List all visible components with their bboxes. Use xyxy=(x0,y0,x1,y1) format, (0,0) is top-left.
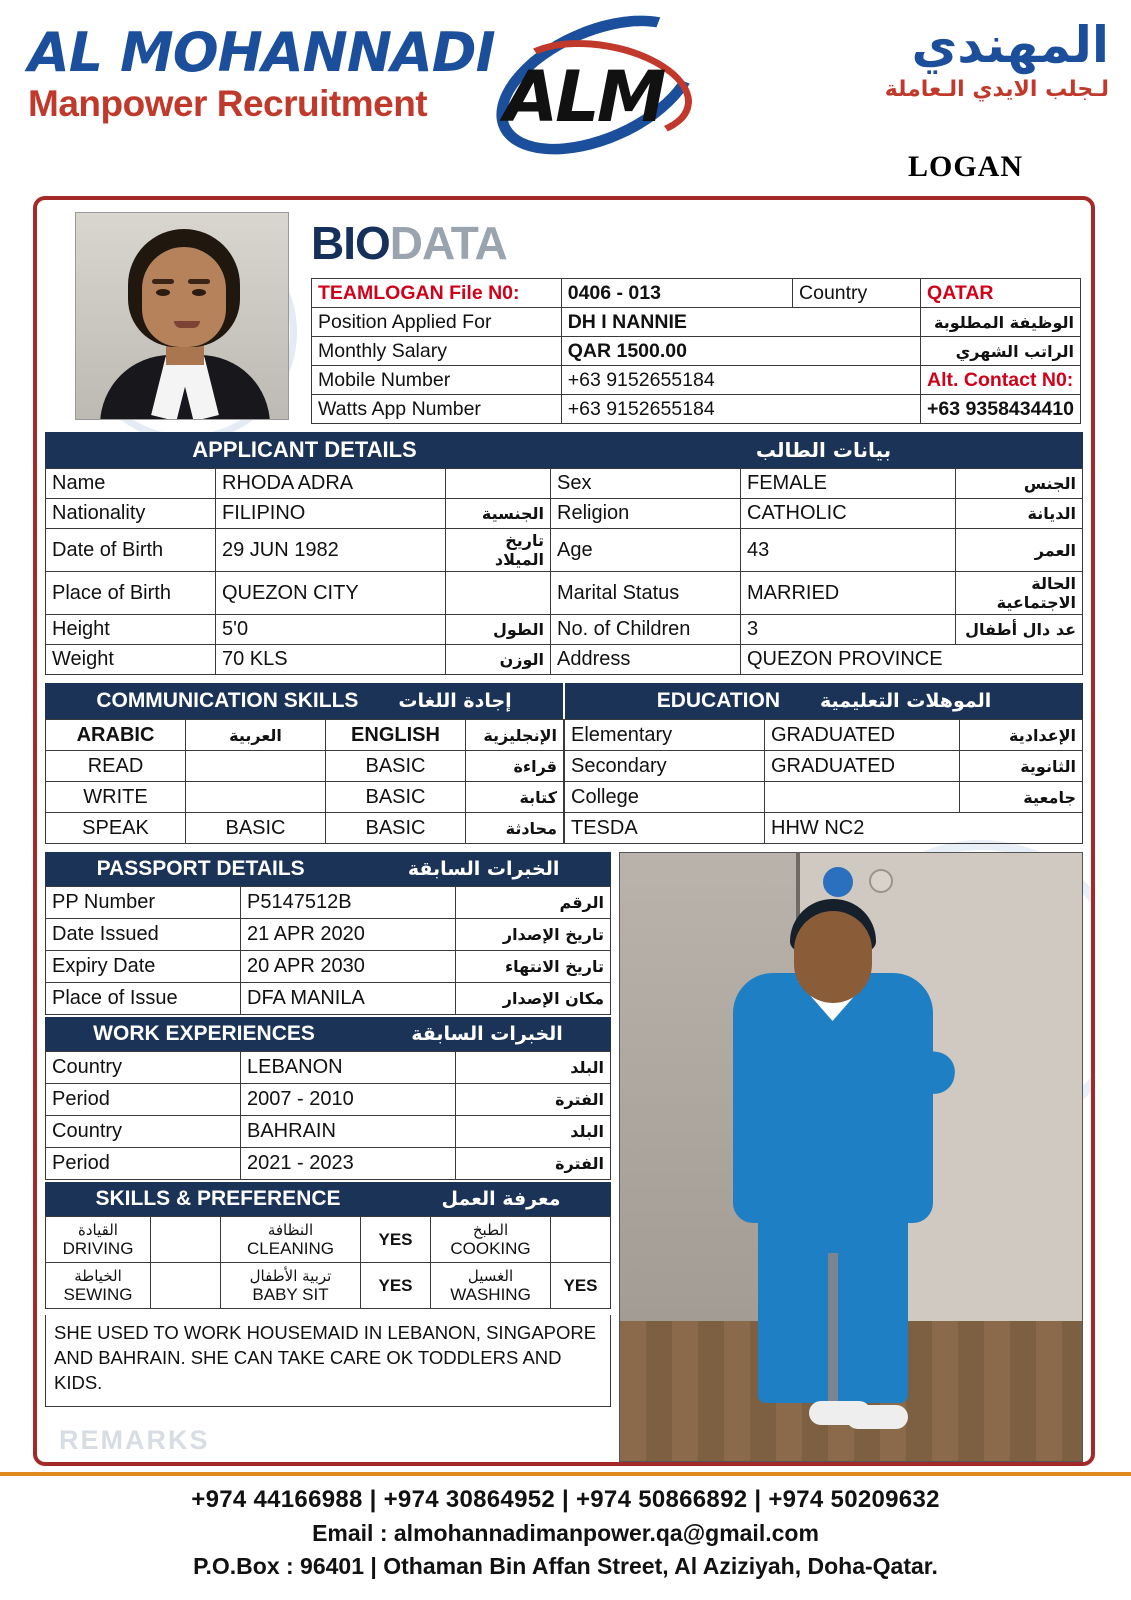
pp-number-label-ar: الرقم xyxy=(456,887,611,919)
arabic-brand-name: المهندي xyxy=(911,16,1109,74)
skill-babysit-label: BABY SIT xyxy=(252,1284,329,1304)
applicant-full-body-photo xyxy=(619,852,1083,1462)
file-number-label: TEAMLOGAN File N0: xyxy=(312,279,562,308)
table-row xyxy=(46,615,1083,645)
skill-cooking-label: COOKING xyxy=(450,1238,531,1258)
skill-driving-value xyxy=(151,1217,221,1263)
age-label: Age xyxy=(551,529,741,572)
marital-value: MARRIED xyxy=(741,572,956,615)
name-label: Name xyxy=(46,469,216,499)
skill-washing-label-ar: الغسيل xyxy=(467,1266,514,1285)
work-country-2-label-ar: البلد xyxy=(456,1116,611,1148)
work-period-2-label: Period xyxy=(46,1148,241,1180)
footer-address: P.O.Box : 96401 | Othaman Bin Affan Street, Al Aziziyah, Doha-Qatar. xyxy=(193,1553,938,1579)
tesda-label: TESDA xyxy=(565,813,765,844)
skill-cleaning-label-ar: النظافة xyxy=(267,1220,314,1239)
skill-washing xyxy=(431,1263,551,1309)
skill-babysit-value: YES xyxy=(361,1263,431,1309)
work-country-1-label: Country xyxy=(46,1052,241,1084)
skill-babysit xyxy=(221,1263,361,1309)
education-title-ar: الموهلات التعليمية xyxy=(820,690,992,712)
skill-cleaning-label: CLEANING xyxy=(247,1238,334,1258)
salary-label-ar: الراتب الشهري xyxy=(921,337,1081,366)
passport-details-header xyxy=(45,852,611,886)
biodata-title xyxy=(311,216,1081,270)
lower-section xyxy=(45,852,1083,1462)
country-value: QATAR xyxy=(921,279,1081,308)
biodata-top-section xyxy=(37,200,1091,424)
table-row xyxy=(312,395,1081,424)
skill-sewing-value xyxy=(151,1263,221,1309)
work-country-1-value: LEBANON xyxy=(241,1052,456,1084)
college-label: College xyxy=(565,782,765,813)
skills-preference-title: SKILLS & PREFERENCE xyxy=(95,1187,341,1210)
sex-value: FEMALE xyxy=(741,469,956,499)
read-arabic-value xyxy=(186,751,326,782)
whatsapp-label: Watts App Number xyxy=(312,395,562,424)
age-value: 43 xyxy=(741,529,956,572)
work-period-2-value: 2021 - 2023 xyxy=(241,1148,456,1180)
mobile-value: +63 9152655184 xyxy=(561,366,920,395)
work-country-2-value: BAHRAIN xyxy=(241,1116,456,1148)
passport-details-table xyxy=(45,886,611,1015)
date-issued-value: 21 APR 2020 xyxy=(241,919,456,951)
logo-line2: Manpower Recruitment xyxy=(28,83,428,124)
skill-cleaning xyxy=(221,1217,361,1263)
arabic-col-header-ar: العربية xyxy=(186,720,326,751)
whatsapp-value: +63 9152655184 xyxy=(561,395,920,424)
skills-preference-table xyxy=(45,1216,611,1309)
pob-label-ar xyxy=(446,572,551,615)
write-label-ar: كتابة xyxy=(466,782,564,813)
table-row xyxy=(46,813,564,844)
lower-right-column xyxy=(619,852,1083,1462)
comm-edu-headers xyxy=(45,683,1083,719)
skill-driving xyxy=(46,1217,151,1263)
nationality-label-ar: الجنسية xyxy=(446,499,551,529)
skill-washing-label: WASHING xyxy=(450,1284,531,1304)
speak-label-ar: محادثة xyxy=(466,813,564,844)
remarks-watermark: REMARKS xyxy=(59,1425,210,1455)
tesda-value: HHW NC2 xyxy=(765,813,1083,844)
file-info-table xyxy=(311,278,1081,424)
work-period-2-label-ar: الفترة xyxy=(456,1148,611,1180)
religion-label-ar: الديانة xyxy=(956,499,1083,529)
table-row xyxy=(565,813,1083,844)
skill-cooking-value xyxy=(551,1217,611,1263)
position-value: DH I NANNIE xyxy=(561,308,920,337)
table-row xyxy=(46,1148,611,1180)
comm-edu-tables xyxy=(45,719,1083,844)
page-header xyxy=(0,0,1131,183)
place-issue-value: DFA MANILA xyxy=(241,983,456,1015)
biodata-card xyxy=(33,196,1095,1466)
work-period-1-value: 2007 - 2010 xyxy=(241,1084,456,1116)
place-issue-label: Place of Issue xyxy=(46,983,241,1015)
skill-sewing xyxy=(46,1263,151,1309)
biodata-title-data: DATA xyxy=(389,217,507,269)
secondary-label-ar: الثانوية xyxy=(960,751,1083,782)
table-row xyxy=(312,279,1081,308)
work-period-1-label: Period xyxy=(46,1084,241,1116)
marital-label-ar: الحالة الاجتماعية xyxy=(956,572,1083,615)
skills-preference-header xyxy=(45,1182,611,1216)
height-value: 5'0 xyxy=(216,615,446,645)
elementary-label-ar: الإعدادية xyxy=(960,720,1083,751)
arabic-col-header: ARABIC xyxy=(46,720,186,751)
expiry-date-label: Expiry Date xyxy=(46,951,241,983)
agent-label: LOGAN xyxy=(907,150,1023,183)
name-value: RHODA ADRA xyxy=(216,469,446,499)
name-label-ar xyxy=(446,469,551,499)
passport-details-title-ar: الخبرات السابقة xyxy=(407,858,560,880)
salary-label: Monthly Salary xyxy=(312,337,562,366)
pob-label: Place of Birth xyxy=(46,572,216,615)
college-value xyxy=(765,782,960,813)
table-row xyxy=(46,751,564,782)
table-row xyxy=(565,782,1083,813)
alt-contact-label: Alt. Contact N0: xyxy=(921,366,1081,395)
pob-value: QUEZON CITY xyxy=(216,572,446,615)
table-row xyxy=(46,645,1083,675)
pp-number-value: P5147512B xyxy=(241,887,456,919)
children-label-ar: عد دال أطفال xyxy=(956,615,1083,645)
table-row xyxy=(46,1263,611,1309)
education-title: EDUCATION xyxy=(656,689,780,712)
table-row xyxy=(312,337,1081,366)
children-value: 3 xyxy=(741,615,956,645)
work-experiences-title: WORK EXPERIENCES xyxy=(93,1022,315,1045)
dob-value: 29 JUN 1982 xyxy=(216,529,446,572)
religion-value: CATHOLIC xyxy=(741,499,956,529)
address-label: Address xyxy=(551,645,741,675)
table-row xyxy=(46,1217,611,1263)
read-label: READ xyxy=(46,751,186,782)
skill-driving-label-ar: القيادة xyxy=(78,1220,118,1239)
table-row xyxy=(46,529,1083,572)
expiry-date-label-ar: تاريخ الانتهاء xyxy=(456,951,611,983)
work-experiences-table xyxy=(45,1051,611,1180)
marital-label: Marital Status xyxy=(551,572,741,615)
table-row xyxy=(46,572,1083,615)
table-row xyxy=(46,1084,611,1116)
work-country-2-label: Country xyxy=(46,1116,241,1148)
nationality-value: FILIPINO xyxy=(216,499,446,529)
height-label-ar: الطول xyxy=(446,615,551,645)
date-issued-label-ar: تاريخ الإصدار xyxy=(456,919,611,951)
arabic-brand xyxy=(885,18,1109,102)
applicant-portrait-photo xyxy=(75,212,289,420)
pp-number-label: PP Number xyxy=(46,887,241,919)
table-row xyxy=(565,751,1083,782)
english-col-header: ENGLISH xyxy=(326,720,466,751)
work-period-1-label-ar: الفترة xyxy=(456,1084,611,1116)
communication-skills-table xyxy=(45,719,564,844)
applicant-details-header xyxy=(45,432,1083,468)
address-value: QUEZON PROVINCE xyxy=(741,645,1083,675)
dob-label: Date of Birth xyxy=(46,529,216,572)
elementary-label: Elementary xyxy=(565,720,765,751)
position-label-ar: الوظيفة المطلوبة xyxy=(921,308,1081,337)
table-row xyxy=(312,366,1081,395)
religion-label: Religion xyxy=(551,499,741,529)
speak-arabic-value: BASIC xyxy=(186,813,326,844)
table-row xyxy=(565,720,1083,751)
biodata-title-bio: BIO xyxy=(311,217,390,269)
table-row xyxy=(46,1116,611,1148)
table-row xyxy=(46,499,1083,529)
weight-value: 70 KLS xyxy=(216,645,446,675)
children-label: No. of Children xyxy=(551,615,741,645)
write-arabic-value xyxy=(186,782,326,813)
table-row xyxy=(46,887,611,919)
passport-details-title: PASSPORT DETAILS xyxy=(96,857,305,880)
communication-skills-header xyxy=(45,683,563,719)
dob-label-ar: تاريخ الميلاد xyxy=(446,529,551,572)
file-number-value: 0406 - 013 xyxy=(561,279,792,308)
communication-skills-title: COMMUNICATION SKILLS xyxy=(96,689,359,712)
age-label-ar: العمر xyxy=(956,529,1083,572)
remarks-box xyxy=(45,1315,611,1407)
college-label-ar: جامعية xyxy=(960,782,1083,813)
alm-logo-mark xyxy=(490,20,720,150)
english-col-header-ar: الإنجليزية xyxy=(466,720,564,751)
skills-preference-title-ar: معرفة العمل xyxy=(441,1188,561,1210)
work-country-1-label-ar: البلد xyxy=(456,1052,611,1084)
write-label: WRITE xyxy=(46,782,186,813)
country-label: Country xyxy=(793,279,921,308)
work-experiences-title-ar: الخبرات السابقة xyxy=(411,1023,563,1045)
mobile-label: Mobile Number xyxy=(312,366,562,395)
footer-phones: +974 44166988 | +974 30864952 | +974 50866892 | +974 50209632 xyxy=(191,1486,940,1513)
skill-washing-value: YES xyxy=(551,1263,611,1309)
table-row xyxy=(46,951,611,983)
place-issue-label-ar: مكان الإصدار xyxy=(456,983,611,1015)
weight-label-ar: الوزن xyxy=(446,645,551,675)
lower-left-column xyxy=(45,852,611,1462)
table-row xyxy=(46,983,611,1015)
secondary-label: Secondary xyxy=(565,751,765,782)
nationality-label: Nationality xyxy=(46,499,216,529)
sex-label-ar: الجنس xyxy=(956,469,1083,499)
table-row xyxy=(46,720,564,751)
table-row xyxy=(46,1052,611,1084)
applicant-details-table xyxy=(45,468,1083,675)
sex-label: Sex xyxy=(551,469,741,499)
skill-cleaning-value: YES xyxy=(361,1217,431,1263)
logo-line1: AL MOHANNADI xyxy=(28,21,495,84)
page-footer xyxy=(0,1472,1131,1600)
communication-skills-title-ar: إجادة اللغات xyxy=(398,690,512,712)
elementary-value: GRADUATED xyxy=(765,720,960,751)
skill-sewing-label: SEWING xyxy=(63,1284,133,1304)
table-row xyxy=(46,469,1083,499)
skill-driving-label: DRIVING xyxy=(62,1238,134,1258)
weight-label: Weight xyxy=(46,645,216,675)
speak-label: SPEAK xyxy=(46,813,186,844)
education-header xyxy=(565,683,1083,719)
speak-english-value: BASIC xyxy=(326,813,466,844)
footer-email: Email : almohannadimanpower.qa@gmail.com xyxy=(312,1520,819,1546)
table-row xyxy=(46,919,611,951)
arabic-brand-tagline: لـجلب الايدي الـعاملة xyxy=(884,77,1109,102)
expiry-date-value: 20 APR 2030 xyxy=(241,951,456,983)
read-english-value: BASIC xyxy=(326,751,466,782)
applicant-details-title: APPLICANT DETAILS xyxy=(192,437,417,462)
position-label: Position Applied For xyxy=(312,308,562,337)
secondary-value: GRADUATED xyxy=(765,751,960,782)
read-label-ar: قراءة xyxy=(466,751,564,782)
height-label: Height xyxy=(46,615,216,645)
skill-babysit-label-ar: تربية الأطفال xyxy=(249,1266,332,1285)
table-row xyxy=(46,782,564,813)
applicant-details-title-ar: بيانات الطالب xyxy=(755,438,892,462)
company-logo xyxy=(28,21,495,125)
alt-contact-value: +63 9358434410 xyxy=(921,395,1081,424)
write-english-value: BASIC xyxy=(326,782,466,813)
work-experiences-header xyxy=(45,1017,611,1051)
skill-cooking-label-ar: الطبخ xyxy=(472,1220,509,1239)
date-issued-label: Date Issued xyxy=(46,919,241,951)
education-table xyxy=(564,719,1083,844)
salary-value: QAR 1500.00 xyxy=(561,337,920,366)
remarks-text: SHE USED TO WORK HOUSEMAID IN LEBANON, SINGAPORE AND BAHRAIN. SHE CAN TAKE CARE OK TODDLERS AND KIDS. xyxy=(54,1322,597,1393)
skill-sewing-label-ar: الخياطة xyxy=(74,1266,122,1285)
skill-cooking xyxy=(431,1217,551,1263)
alm-letters: ALM xyxy=(504,56,664,138)
table-row xyxy=(312,308,1081,337)
